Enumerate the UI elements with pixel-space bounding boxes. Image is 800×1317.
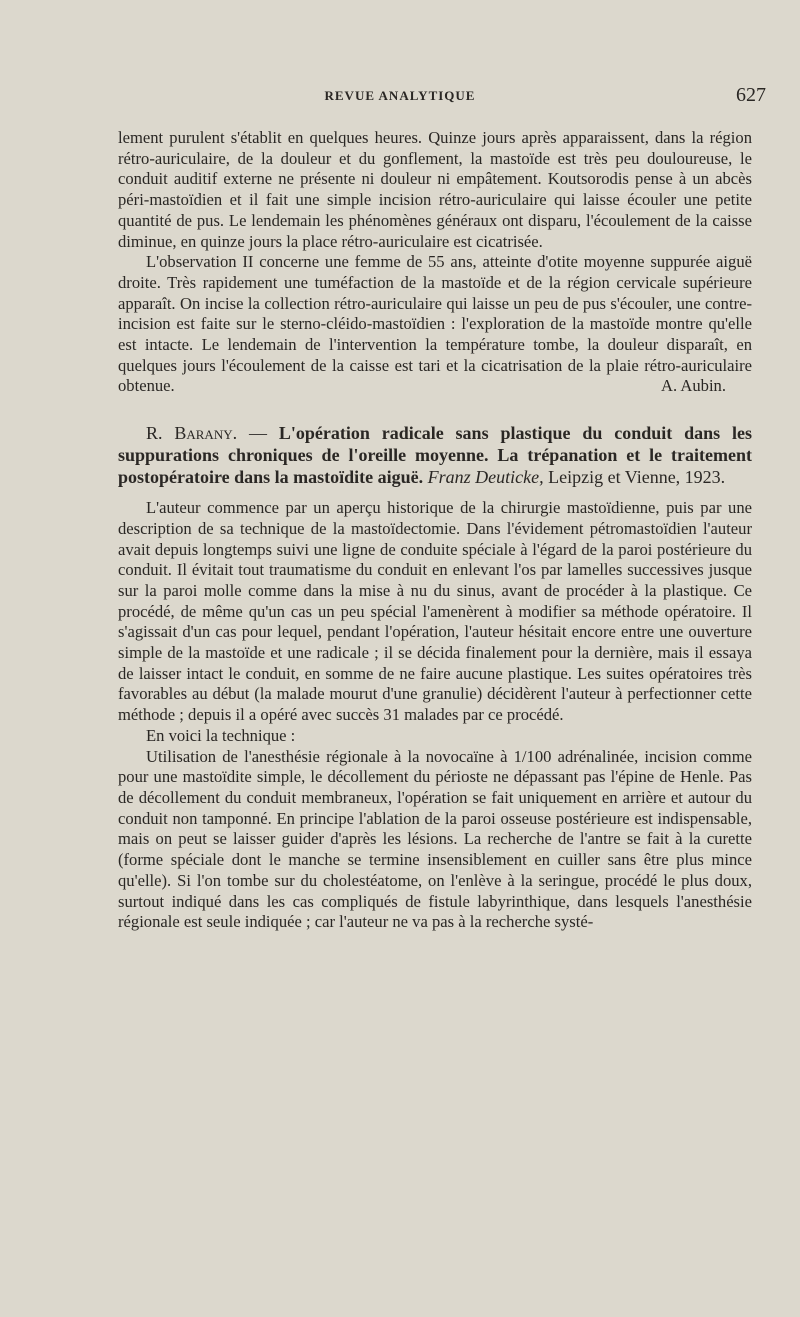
signature xyxy=(118,376,752,397)
page-number: 627 xyxy=(736,84,766,106)
spacer xyxy=(118,488,752,498)
review-paragraph: Utilisation de l'anesthésie régionale à la novocaïne à 1/100 adrénalinée, incision comme pour une mastoïdite simple, le décollement du périoste ne dépassant pas l'épine de Henle. Pas de décollement du conduit membraneux, l'opération se fait uniquement en arrière et autour du conduit non tamponné. En principe l'ablation de la paroi osseuse postérieure est indispensable, mais on peut se laisser guider d'après les lésions. La recherche de l'antre se fait à la curette (forme spéciale dont le manche se termine insensiblement en cuiller sans être plus mince qu'elle). Si l'on tombe sur du cholestéatome, on l'enlève à la seringue, procédé le plus doux, surtout indiqué dans les cas compliqués de fistule labyrinthique, dans lesquels l'anesthésie régionale est seule indiquée ; car l'auteur ne va pas à la recherche systé- xyxy=(118,746,752,932)
page-header xyxy=(0,84,800,114)
review-author: R. Barany. xyxy=(146,423,238,444)
paragraph-observation-2: L'observation II concerne une femme de 55 ans, atteinte d'otite moyenne suppurée aiguë droite. Très rapidement une tuméfaction de la mastoïde et de la région cervicale supérieure apparaît. On incise la collection rétro-auriculaire qui laisse un peu de pus s'écouler, une contre-incision est faite sur le sterno-cléido-mastoïdien : l'exploration de la mastoïde montre qu'elle est intacte. Le lendemain de l'intervention la température tombe, la douleur disparaît, en quelques jours l'écoulement de la caisse est tari et la cicatrisation de la plaie rétro-auriculaire obtenue. xyxy=(118,252,752,396)
running-title: REVUE ANALYTIQUE xyxy=(324,88,476,103)
review-place-year: Leipzig et Vienne, 1923. xyxy=(543,467,726,488)
review-title: L'opération radicale sans plastique du conduit dans les suppurations chroniques de l'oreille moyenne. La trépanation et le traitement postopératoire dans la mastoïdite aiguë. xyxy=(118,423,752,488)
paragraph-continuation: lement purulent s'établit en quelques heures. Quinze jours après apparaissent, dans la région rétro-auriculaire, de la douleur et du gonflement, la mastoïde est très peu douloureuse, le conduit auditif externe ne présente ni douleur ni empâtement. Koutsorodis pense à un abcès péri-mastoïdien et il fait une simple incision rétro-auriculaire qui laisse écouler une petite quantité de pus. Le lendemain les phénomènes généraux ont disparu, l'écoulement de la caisse diminue, en quinze jours la place rétro-auriculaire est cicatrisée. xyxy=(118,128,752,251)
review-publisher: Franz Deuticke, xyxy=(427,467,544,488)
review-paragraph: L'auteur commence par un aperçu historique de la chirurgie mastoïdienne, puis par une description de sa technique de la mastoïdectomie. Dans l'évidement pétromastoïdien l'auteur avait depuis longtemps suivi une ligne de conduite spéciale à l'égard de la paroi postérieure du conduit. Il évitait tout traumatisme du conduit en enlevant l'os par lamelles successives jusque sur la paroi molle comme dans la mise à nu du sinus, avant de procéder à la plastique. Ce procédé, de même qu'un cas un peu spécial l'amenèrent à modifier sa méthode opératoire. Il s'agissait d'un cas pour lequel, pendant l'opération, l'auteur hésitait encore entre une ouverture simple de la mastoïde et une radicale ; il se décida finalement pour la dernière, mais il essaya de laisser intact le conduit, en somme de ne faire aucune plastique. Les suites opératoires très favorables au début (la malade mourut d'une granulie) décidèrent l'auteur à perfectionner cette méthode ; depuis il a opéré avec succès 31 malades par ce procédé. xyxy=(118,498,752,725)
main-text xyxy=(118,128,752,933)
review-paragraph: En voici la technique : xyxy=(146,725,296,745)
review-dash: — xyxy=(237,423,279,444)
review-heading xyxy=(118,422,752,488)
signature-text: A. Aubin. xyxy=(661,376,726,396)
